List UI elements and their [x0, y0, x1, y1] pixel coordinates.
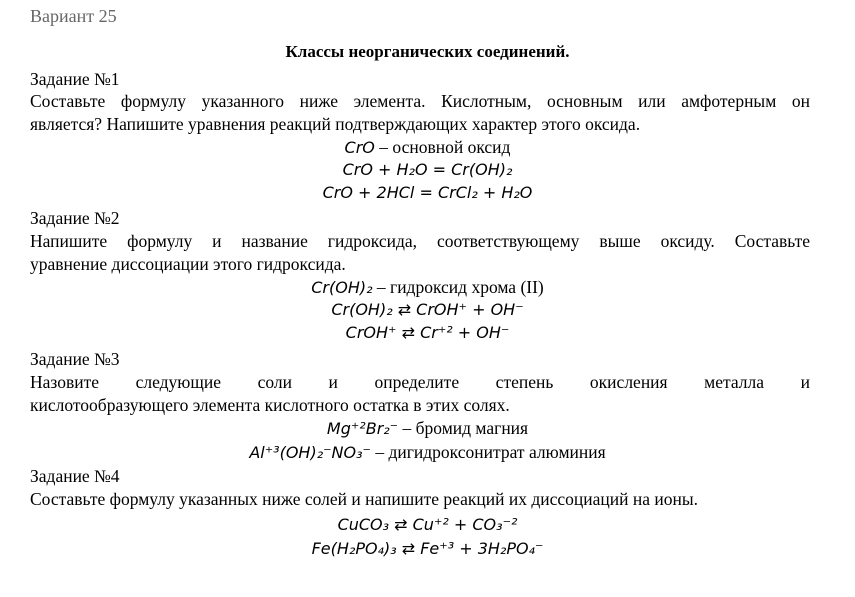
- task-3-header: Задание №3: [30, 349, 120, 369]
- task-4-equation-2: Fe(H₂PO₄)₃ ⇄ Fe⁺³ + 3H₂PO₄⁻: [311, 539, 544, 558]
- task-3-text-line-2: кислотообразующего элемента кислотного остатка в этих солях.: [30, 395, 510, 415]
- task-1-text-line-1: Составьте формулу указанного ниже элемента. Кислотным, основным или амфотерным он: [30, 91, 810, 111]
- task-3-salt-1: [0, 417, 855, 440]
- task-3-salt-2-text: – дигидроксонитрат алюминия: [370, 442, 606, 462]
- task-1-text-line-2: является? Напишите уравнения реакций подтверждающих характер этого оксида.: [30, 114, 641, 134]
- document-title: Классы неорганических соединений.: [285, 42, 570, 61]
- task-1-equation-2: CrO + 2HCl = CrCl₂ + H₂O: [322, 183, 533, 202]
- task-4-header: Задание №4: [30, 466, 120, 486]
- task-2-answer: [0, 276, 855, 299]
- task-1-answer: [0, 136, 855, 159]
- task-4-equation-1: CuCO₃ ⇄ Cu⁺² + CO₃⁻²: [337, 515, 518, 534]
- task-2-equation-1: Cr(OH)₂ ⇄ CrOH⁺ + OH⁻: [331, 300, 524, 319]
- task-3-text-line-1: Назовите следующие соли и определите степень окисления металла и: [30, 372, 810, 392]
- task-3-salt-2-formula: Al⁺³(OH)₂⁻NO₃⁻: [249, 443, 371, 462]
- task-1-answer-text: – основной оксид: [374, 137, 511, 157]
- variant-label: Вариант 25: [30, 6, 117, 26]
- task-3-salt-1-text: – бромид магния: [398, 418, 529, 438]
- task-1-answer-formula: CrO: [344, 138, 375, 157]
- task-1-header: Задание №1: [30, 69, 120, 89]
- task-2-equation-2: CrOH⁺ ⇄ Cr⁺² + OH⁻: [345, 323, 510, 342]
- task-2-text-line-2: уравнение диссоциации этого гидроксида.: [30, 254, 346, 274]
- task-2-text-line-1: Напишите формулу и название гидроксида, соответствующему выше оксиду. Составьте: [30, 231, 810, 251]
- task-3-salt-1-formula: Mg⁺²Br₂⁻: [326, 419, 399, 438]
- task-4-text-line-1: Составьте формулу указанных ниже солей и напишите реакций их диссоциаций на ионы.: [30, 489, 699, 509]
- task-3-salt-2: [0, 441, 855, 464]
- task-2-answer-text: – гидроксид хрома (II): [372, 277, 544, 297]
- task-2-answer-formula: Cr(OH)₂: [311, 278, 373, 297]
- task-2-header: Задание №2: [30, 208, 120, 228]
- task-1-equation-1: CrO + H₂O = Cr(OH)₂: [342, 160, 513, 179]
